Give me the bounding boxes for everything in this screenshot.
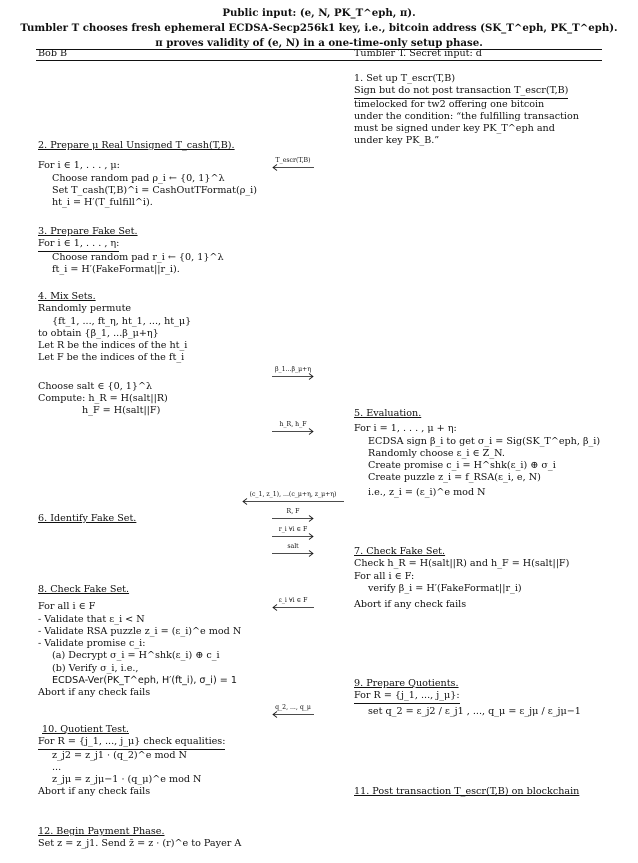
step-12-payment [38, 826, 298, 851]
step-4-line-1: Randomly permute [38, 303, 132, 315]
column-right-title: Tumbler T. Secret input: d [354, 48, 482, 59]
step-2-line-4: ht_i = H′(T_fulfill^i). [52, 197, 153, 209]
step-4-line-6: Choose salt ∈ {0, 1}^λ [38, 380, 153, 392]
step-3-line-2: Choose random pad r_i ← {0, 1}^λ [52, 251, 224, 263]
step-8-line-6: (b) Verify σ_i, i.e., [52, 662, 139, 674]
right-arrow-icon [271, 373, 315, 380]
step-9-title: 9. Prepare Quotients. [354, 678, 459, 689]
left-arrow-icon [271, 164, 315, 171]
step-4-title: 4. Mix Sets. [38, 291, 96, 302]
step-11-title: 11. Post transaction T_escr(T,B) on blockchain [354, 786, 580, 797]
step-6-title: 6. Identify Fake Set. [38, 513, 137, 524]
arrow-epsilons-to-bob [268, 597, 318, 611]
step-4-line-8: h_F = H(salt||F) [82, 405, 161, 417]
arrow-escrow-label: T_escr(T,B) [275, 157, 311, 164]
step-2-real-set [38, 140, 268, 209]
top-rule [36, 49, 602, 50]
step-1-line-3: under the condition: “the fulfilling transaction [354, 110, 579, 122]
step-7-line-1: Check h_R = H(salt||R) and h_F = H(salt||F) [354, 558, 570, 570]
step-10-line-3: ... [52, 761, 62, 773]
step-4-line-7: Compute: h_R = H(salt||R) [38, 392, 168, 404]
step-9-line-2: set q_2 = ε_j2 / ε_j1 , ..., q_μ = ε_jμ / ε_jμ−1 [368, 705, 581, 717]
step-8-check-fake [38, 584, 278, 699]
column-left-title: Bob B [38, 48, 68, 59]
step-2-line-3: Set T_cash(T,B)^i = CashOutTFormat(ρ_i) [52, 184, 257, 196]
arrow-salt-to-tumbler [268, 543, 318, 557]
step-10-line-5: Abort if any check fails [38, 786, 151, 798]
step-10-line-4: z_jμ = z_jμ−1 · (q_μ)^e mod N [52, 774, 202, 786]
step-10-line-1: For R = {j_1, ..., j_μ} check equalities: [38, 736, 225, 749]
step-8-line-1: For all i ∈ F [38, 601, 96, 613]
step-4-line-5: Let F be the indices of the ft_i [38, 352, 185, 364]
arrow-hashes-label: h_R, h_F [279, 421, 307, 428]
step-1-setup [354, 73, 604, 148]
step-2-line-2: Choose random pad ρ_i ← {0, 1}^λ [52, 172, 225, 184]
arrow-puzzles-label: (c_1, z_1), ...(c_μ+η, z_μ+η) [249, 491, 337, 498]
header-line-3: π proves validity of (e, N) in a one-time-only setup phase. [155, 37, 483, 49]
step-1-line-2: timelocked for tw2 offering one bitcoin [354, 98, 545, 110]
step-2-title: 2. Prepare μ Real Unsigned T_cash(T,B). [38, 140, 235, 151]
header-line-1: Public input: (e, N, PK_T^eph, π). [222, 7, 416, 19]
step-3-title: 3. Prepare Fake Set. [38, 226, 138, 237]
step-2-line-1: For i ∈ 1, . . . , μ: [38, 160, 120, 172]
step-8-line-5: (a) Decrypt σ_i = H^shk(ε_i) ⊕ c_i [52, 650, 220, 662]
step-9-line-1: For R = {j_1, ..., j_μ}: [354, 690, 460, 703]
arrow-rf-to-tumbler [268, 508, 318, 522]
step-10-title: 10. Quotient Test. [42, 724, 129, 735]
step-3-fake-set [38, 226, 268, 276]
arrow-hashes-to-tumbler [268, 421, 318, 435]
arrow-quotients-label: q_2, ..., q_μ [275, 704, 311, 711]
step-7-line-3: verify β_i = H′(FakeFormat||r_i) [368, 582, 522, 594]
step-3-line-1: For i ∈ 1, . . . , η: [38, 238, 119, 251]
step-1-line-5: under key PK_B.” [354, 135, 440, 147]
step-5-title: 5. Evaluation. [354, 408, 422, 419]
step-10-quotient-test [38, 724, 278, 799]
arrow-salt-label: salt [287, 543, 299, 550]
step-4-mix-sets [38, 291, 268, 417]
arrow-puzzles-to-bob [240, 491, 346, 505]
step-5-evaluation [354, 408, 604, 499]
arrow-pads-to-tumbler [268, 526, 318, 540]
step-5-line-5: Create puzzle z_i = f_RSA(ε_i, e, N) [368, 472, 541, 484]
left-arrow-icon [271, 711, 315, 718]
step-8-line-2: - Validate that ε_i < N [38, 613, 145, 625]
step-11-post [354, 786, 579, 798]
arrow-quotients-to-bob [268, 704, 318, 718]
right-arrow-icon [271, 533, 315, 540]
arrow-betas-label: β_1...β_μ+η [274, 366, 312, 373]
right-arrow-icon [271, 515, 315, 522]
step-7-check-fake [354, 546, 604, 611]
step-8-line-3: - Validate RSA puzzle z_i = (ε_i)^e mod N [38, 625, 242, 637]
column-rule [36, 60, 602, 61]
step-8-title: 8. Check Fake Set. [38, 584, 130, 595]
step-4-line-2: {ft_1, ..., ft_η, ht_1, ..., ht_μ} [52, 315, 192, 327]
arrow-epsilons-label: ε_i ∀i ∈ F [278, 597, 308, 604]
step-6-identify [38, 513, 136, 525]
step-5-line-3: Randomly choose ε_i ∈ Z_N. [368, 447, 505, 459]
step-7-line-4: Abort if any check fails [354, 599, 467, 611]
step-4-line-3: to obtain {β_1, ...β_μ+η} [38, 327, 159, 339]
step-5-line-2: ECDSA sign β_i to get σ_i = Sig(SK_T^eph, β_i) [368, 435, 601, 447]
right-arrow-icon [271, 428, 315, 435]
step-3-line-3: ft_i = H′(FakeFormat||r_i). [52, 263, 180, 275]
step-12-line-1: Set z = z_j1. Send z̄ = z · (r)^e to Payer A [38, 838, 242, 850]
step-1-line-1: Sign but do not post transaction T_escr(T,B) [354, 85, 568, 98]
step-5-line-1: For i = 1, . . . , μ + η: [354, 423, 457, 435]
left-arrow-icon [241, 498, 345, 505]
step-10-line-2: z_j2 = z_j1 · (q_2)^e mod N [52, 749, 187, 761]
step-8-line-4: - Validate promise c_i: [38, 638, 146, 650]
arrow-rf-label: R, F [286, 508, 300, 515]
arrow-betas-to-tumbler [268, 366, 318, 380]
step-1-line-4: must be signed under key PK_T^eph and [354, 123, 555, 135]
step-5-line-4: Create promise c_i = H^shk(ε_i) ⊕ σ_i [368, 460, 556, 472]
step-4-line-4: Let R be the indices of the ht_i [38, 340, 188, 352]
arrow-escrow-to-bob [268, 157, 318, 171]
step-1-title: 1. Set up T_escr(T,B) [354, 73, 456, 84]
step-7-line-2: For all i ∈ F: [354, 570, 415, 582]
step-8-line-8: Abort if any check fails [38, 687, 151, 699]
step-7-title: 7. Check Fake Set. [354, 546, 446, 557]
step-8-line-7: ECDSA-Ver(PK_T^eph, H′(ft_i), σ_i) = 1 [52, 674, 237, 686]
header-line-2: Tumbler T chooses fresh ephemeral ECDSA-Secp256k1 key, i.e., bitcoin address (SK_T^eph, PK_T^eph). [20, 22, 618, 34]
step-5-line-6: i.e., z_i = (ε_i)^e mod N [368, 486, 486, 498]
step-12-title: 12. Begin Payment Phase. [38, 826, 165, 837]
step-9-quotients [354, 678, 604, 718]
arrow-pads-label: r_i ∀i ∈ F [278, 526, 308, 533]
left-arrow-icon [271, 604, 315, 611]
right-arrow-icon [271, 550, 315, 557]
